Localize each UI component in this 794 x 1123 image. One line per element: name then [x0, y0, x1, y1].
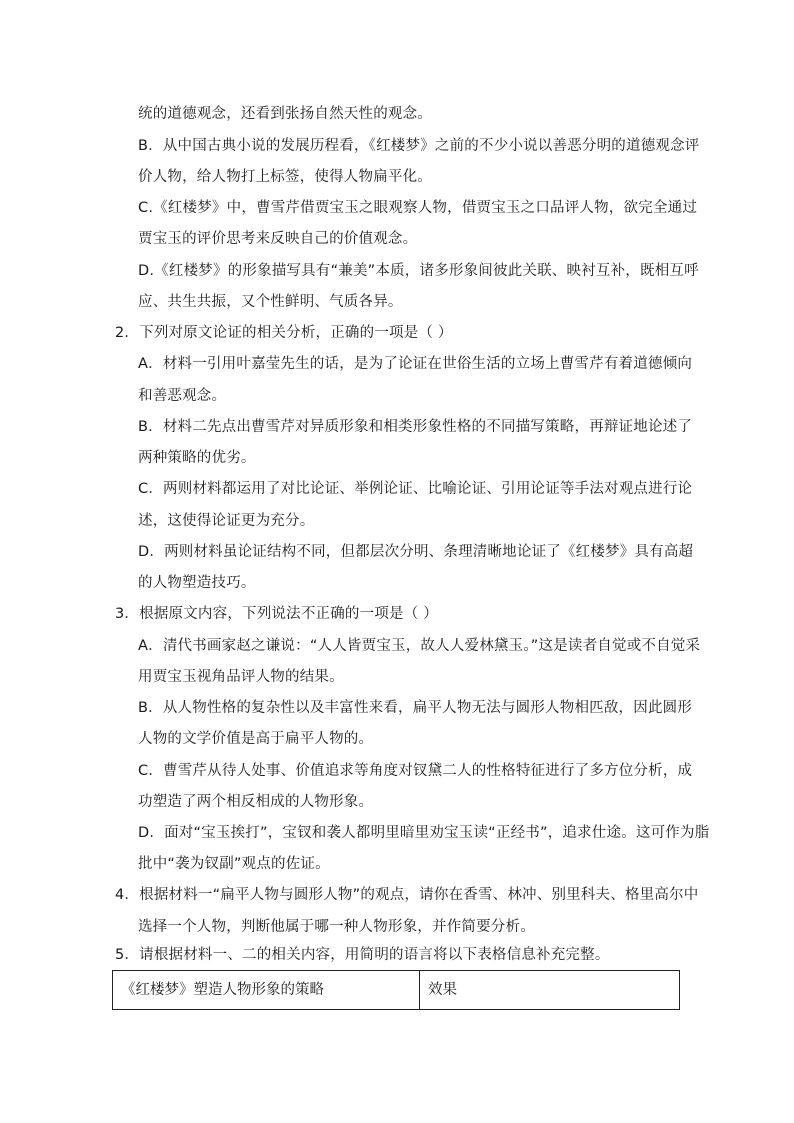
table-header-effect: 效果 [428, 982, 457, 998]
q3-option-a-line2: 用贾宝玉视角品评人物的结果。 [138, 669, 344, 685]
q5-stem: 5．请根据材料一、二的相关内容，用简明的语言将以下表格信息补充完整。 [115, 947, 610, 963]
strategy-effect-table [112, 970, 680, 1010]
q2-option-b-line2: 两种策略的优劣。 [138, 450, 256, 466]
q2-option-c-line1: C．两则材料都运用了对比论证、举例论证、比喻论证、引用论证等手法对观点进行论 [138, 481, 693, 497]
q2-option-c-line2: 述，这使得论证更为充分。 [138, 513, 315, 529]
q3-option-b-line2: 人物的文学价值是高于扁平人物的。 [138, 731, 374, 747]
q3-option-c-line2: 功塑造了两个相反相成的人物形象。 [138, 794, 374, 810]
q1-option-c-line1: C.《红楼梦》中，曹雪芹借贾宝玉之眼观察人物，借贾宝玉之口品评人物，欲完全通过 [138, 200, 698, 216]
q2-option-a-line1: A．材料一引用叶嘉莹先生的话，是为了论证在世俗生活的立场上曹雪芹有着道德倾向 [138, 356, 693, 372]
q1-option-b-line1: B．从中国古典小说的发展历程看，《红楼梦》之前的不少小说以善恶分明的道德观念评 [138, 138, 700, 154]
q3-option-d-line1: D．面对“宝玉挨打”，宝钗和袭人都明里暗里劝宝玉读“正经书”，追求仕途。这可作为脂 [138, 825, 710, 841]
q2-option-d-line1: D．两则材料虽论证结构不同，但都层次分明、条理清晰地论证了《红楼梦》具有高超 [138, 544, 694, 560]
q3-stem: 3．根据原文内容，下列说法不正确的一项是（ ） [115, 606, 438, 622]
q1-option-d-line1: D.《红楼梦》的形象描写具有“兼美”本质，诸多形象间彼此关联、映衬互补，既相互呼 [138, 263, 699, 279]
q2-stem: 2．下列对原文论证的相关分析，正确的一项是（ ） [115, 325, 453, 341]
q1-option-d-line2: 应、共生共振，又个性鲜明、气质各异。 [138, 294, 403, 310]
q1-option-b-line2: 价人物，给人物打上标签，使得人物扁平化。 [138, 169, 432, 185]
q3-option-a-line1: A．清代书画家赵之谦说：“人人皆贾宝玉，故人人爱林黛玉。”这是读者自觉或不自觉采 [138, 638, 701, 654]
q1-option-a-continuation: 统的道德观念，还看到张扬自然天性的观念。 [138, 106, 432, 122]
table-header-strategy: 《红楼梦》塑造人物形象的策略 [113, 971, 420, 1009]
q3-option-b-line1: B．从人物性格的复杂性以及丰富性来看，扁平人物无法与圆形人物相匹敌，因此圆形 [138, 700, 693, 716]
q4-stem-line2: 选择一个人物，判断他属于哪一种人物形象，并作简要分析。 [138, 919, 535, 935]
q4-stem-line1: 4．根据材料一“扁平人物与圆形人物”的观点，请你在香雪、林冲、别里科夫、格里高尔中 [115, 887, 699, 903]
q3-option-c-line1: C．曹雪芹从待人处事、价值追求等角度对钗黛二人的性格特征进行了多方位分析，成 [138, 763, 693, 779]
q2-option-b-line1: B．材料二先点出曹雪芹对异质形象和相类形象性格的不同描写策略，再辩证地论述了 [138, 419, 693, 435]
q3-option-d-line2: 批中“袭为钗副”观点的佐证。 [138, 856, 330, 872]
q2-option-d-line2: 的人物塑造技巧。 [138, 575, 256, 591]
q1-option-c-line2: 贾宝玉的评价思考来反映自己的价值观念。 [138, 231, 418, 247]
q2-option-a-line2: 和善恶观念。 [138, 388, 227, 404]
